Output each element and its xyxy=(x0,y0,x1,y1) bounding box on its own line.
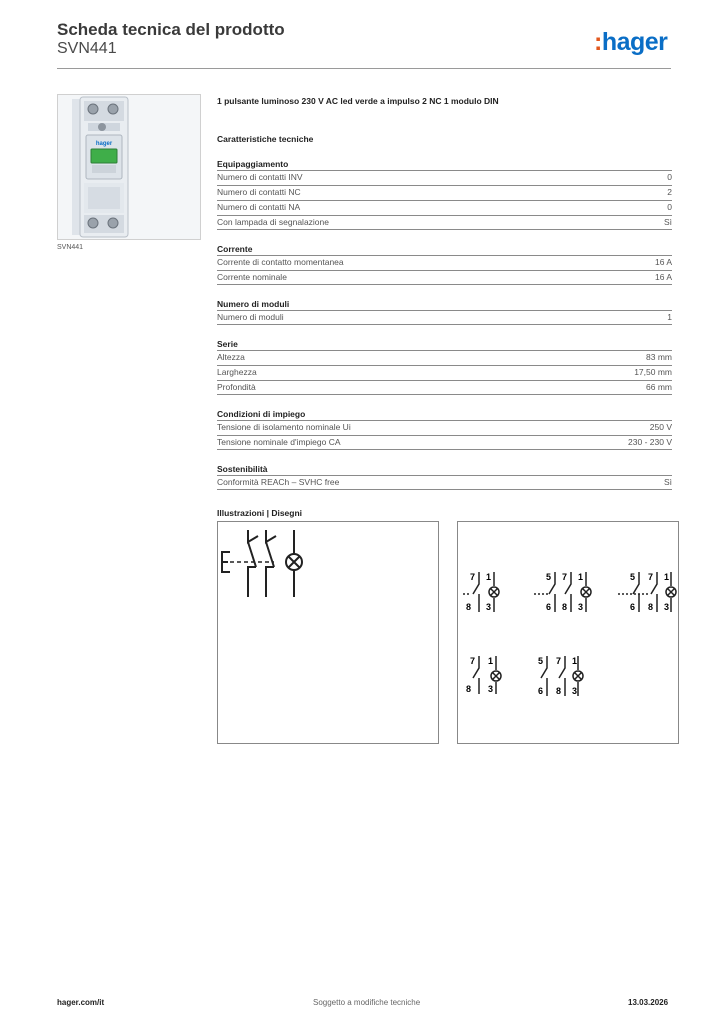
spec-label: Tensione nominale d'impiego CA xyxy=(217,437,341,447)
spec-value: 2 xyxy=(667,187,672,197)
wiring-diagrams-box xyxy=(457,521,679,744)
spec-row xyxy=(217,200,672,215)
spec-table xyxy=(217,350,672,395)
pushbutton-symbol xyxy=(218,522,438,743)
spec-label: Conformità REACh – SVHC free xyxy=(217,477,340,487)
product-description: 1 pulsante luminoso 230 V AC led verde a impulso 2 NC 1 modulo DIN xyxy=(217,96,499,106)
characteristics-heading: Caratteristiche tecniche xyxy=(217,134,314,144)
spec-table xyxy=(217,255,672,285)
section-title: Condizioni di impiego xyxy=(217,409,306,419)
svg-text:1: 1 xyxy=(578,572,584,582)
spec-value: 0 xyxy=(667,202,672,212)
spec-label: Numero di moduli xyxy=(217,312,284,322)
svg-text:3: 3 xyxy=(572,686,578,696)
section-title: Sostenibilità xyxy=(217,464,268,474)
spec-section xyxy=(217,244,672,285)
spec-value: Sì xyxy=(663,217,672,227)
svg-text:1: 1 xyxy=(664,572,670,582)
svg-text:3: 3 xyxy=(578,602,584,612)
svg-text:8: 8 xyxy=(648,602,654,612)
spec-label: Profondità xyxy=(217,382,256,392)
svg-text:8: 8 xyxy=(466,602,472,612)
spec-row xyxy=(217,255,672,270)
spec-value: 1 xyxy=(667,312,672,322)
header-divider xyxy=(57,68,671,69)
spec-value: 66 mm xyxy=(646,382,672,392)
spec-section xyxy=(217,464,672,490)
spec-value: 250 V xyxy=(649,422,672,432)
svg-text:8: 8 xyxy=(556,686,562,696)
spec-sections xyxy=(217,159,672,490)
product-code: SVN441 xyxy=(57,40,117,57)
wiring-diagram-1 xyxy=(463,572,499,612)
symbol-drawing-box xyxy=(217,521,439,744)
svg-text:6: 6 xyxy=(546,602,552,612)
wiring-diagram-5 xyxy=(538,656,583,696)
footer-date: 13.03.2026 xyxy=(628,998,669,1007)
spec-row xyxy=(217,365,672,380)
wiring-diagram-2 xyxy=(534,572,591,612)
svg-text:7: 7 xyxy=(648,572,654,582)
logo-text: hager xyxy=(601,28,668,56)
spec-section xyxy=(217,409,672,450)
section-title: Corrente xyxy=(217,244,253,254)
spec-label: Altezza xyxy=(217,352,245,362)
spec-row xyxy=(217,270,672,285)
spec-label: Numero di contatti NC xyxy=(217,187,301,197)
section-title: Equipaggiamento xyxy=(217,159,289,169)
section-title: Numero di moduli xyxy=(217,299,290,309)
spec-label: Corrente nominale xyxy=(217,272,287,282)
svg-text:1: 1 xyxy=(572,656,578,666)
product-logo-mark: hager xyxy=(95,141,113,147)
spec-label: Larghezza xyxy=(217,367,257,377)
svg-text:3: 3 xyxy=(488,684,494,694)
spec-row xyxy=(217,185,672,200)
spec-row xyxy=(217,475,672,490)
spec-label: Corrente di contatto momentanea xyxy=(217,257,344,267)
svg-text:3: 3 xyxy=(664,602,670,612)
footer-website[interactable]: hager.com/it xyxy=(57,998,105,1007)
svg-text:6: 6 xyxy=(538,686,544,696)
image-caption: SVN441 xyxy=(57,244,84,251)
spec-row xyxy=(217,215,672,230)
svg-text:1: 1 xyxy=(488,656,494,666)
section-title: Serie xyxy=(217,339,238,349)
svg-text:7: 7 xyxy=(470,572,476,582)
footer-note: Soggetto a modifiche tecniche xyxy=(313,998,421,1007)
spec-table xyxy=(217,310,672,325)
svg-text:6: 6 xyxy=(630,602,636,612)
spec-table xyxy=(217,475,672,490)
spec-value: 83 mm xyxy=(646,352,672,362)
spec-section xyxy=(217,159,672,230)
wiring-diagrams xyxy=(458,522,678,743)
svg-text:1: 1 xyxy=(486,572,492,582)
svg-text:5: 5 xyxy=(546,572,552,582)
spec-value: 0 xyxy=(667,172,672,182)
spec-label: Numero di contatti NA xyxy=(217,202,301,212)
spec-row xyxy=(217,420,672,435)
spec-row xyxy=(217,310,672,325)
spec-row xyxy=(217,350,672,365)
svg-text:5: 5 xyxy=(630,572,636,582)
page-title: Scheda tecnica del prodotto xyxy=(57,20,285,39)
spec-row xyxy=(217,170,672,185)
svg-text:7: 7 xyxy=(470,656,476,666)
spec-table xyxy=(217,420,672,450)
illustrations-heading: Illustrazioni | Disegni xyxy=(217,508,303,518)
spec-table xyxy=(217,170,672,230)
svg-text:5: 5 xyxy=(538,656,544,666)
spec-content xyxy=(217,96,672,518)
spec-label: Con lampada di segnalazione xyxy=(217,217,329,227)
spec-value: 17,50 mm xyxy=(634,367,672,377)
spec-row xyxy=(217,435,672,450)
svg-text:8: 8 xyxy=(466,684,472,694)
svg-text:8: 8 xyxy=(562,602,568,612)
spec-label: Numero di contatti INV xyxy=(217,172,303,182)
hager-logo xyxy=(594,28,667,57)
spec-label: Tensione di isolamento nominale Ui xyxy=(217,422,351,432)
spec-section xyxy=(217,299,672,325)
spec-value: 16 A xyxy=(654,257,672,267)
spec-value: 16 A xyxy=(654,272,672,282)
svg-text:3: 3 xyxy=(486,602,492,612)
svg-text:7: 7 xyxy=(562,572,568,582)
din-pushbutton-illustration xyxy=(58,95,200,239)
spec-value: 230 - 230 V xyxy=(628,437,672,447)
spec-row xyxy=(217,380,672,395)
spec-value: Sì xyxy=(663,477,672,487)
svg-text:7: 7 xyxy=(556,656,562,666)
wiring-diagram-3 xyxy=(618,572,676,612)
logo-dots: : xyxy=(594,28,602,56)
wiring-diagram-4 xyxy=(466,656,501,694)
spec-section xyxy=(217,339,672,395)
product-image xyxy=(57,94,201,240)
